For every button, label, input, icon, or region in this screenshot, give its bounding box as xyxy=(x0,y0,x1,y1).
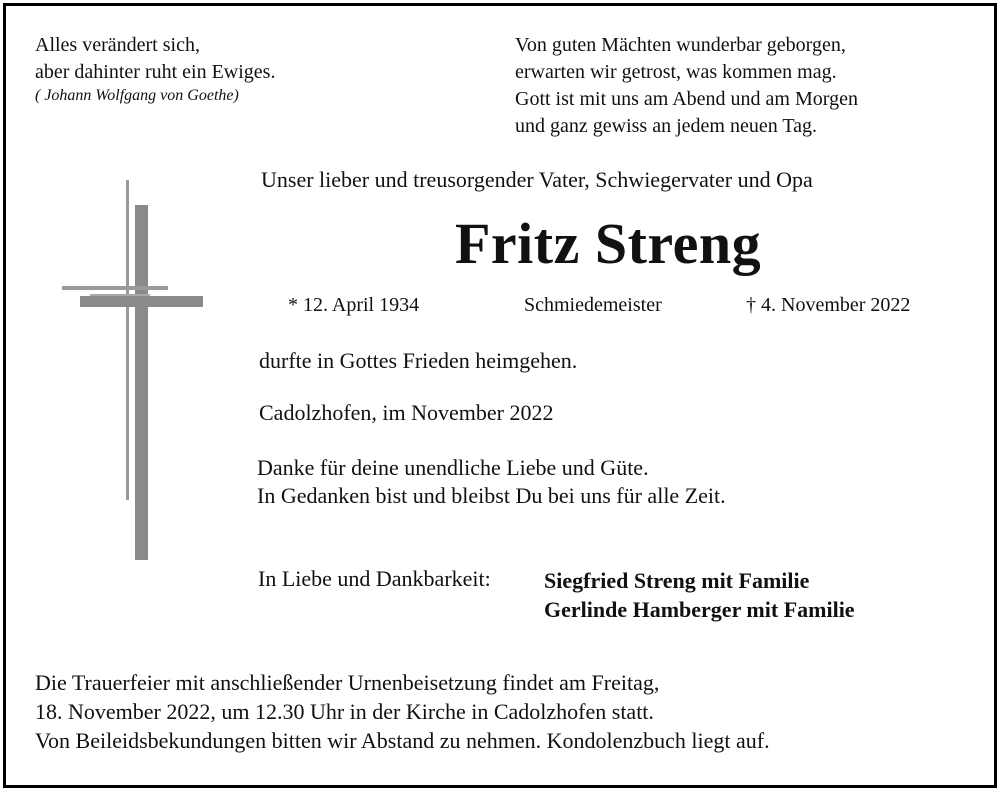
quote-right-line: Von guten Mächten wunderbar geborgen, xyxy=(515,34,846,56)
quote-left xyxy=(35,32,275,106)
quote-right-line: Gott ist mit uns am Abend und am Morgen xyxy=(515,88,858,110)
quote-right-line: und ganz gewiss an jedem neuen Tag. xyxy=(515,115,818,137)
funeral-line: Die Trauerfeier mit anschließender Urnenbeisetzung findet am Freitag, xyxy=(35,670,660,695)
thanks-text xyxy=(257,454,726,510)
mourners-names xyxy=(544,566,855,624)
cross-icon xyxy=(60,175,210,565)
quote-right-line: erwarten wir getrost, was kommen mag. xyxy=(515,61,837,83)
quote-right xyxy=(515,32,858,140)
mourners-label: In Liebe und Dankbarkeit: xyxy=(258,566,491,591)
thanks-line: Danke für deine unendliche Liebe und Güte. xyxy=(257,455,649,480)
quote-left-line: Alles verändert sich, xyxy=(35,34,200,56)
birth-date: * 12. April 1934 xyxy=(288,294,420,316)
death-date: † 4. November 2022 xyxy=(746,294,911,316)
thanks-line: In Gedanken bist und bleibst Du bei uns für alle Zeit. xyxy=(257,483,726,508)
quote-source: ( Johann Wolfgang von Goethe) xyxy=(35,87,239,104)
mourner-name: Gerlinde Hamberger mit Familie xyxy=(544,597,855,622)
deceased-name: Fritz Streng xyxy=(455,211,762,276)
funeral-line: Von Beileidsbekundungen bitten wir Abstand zu nehmen. Kondolenzbuch liegt auf. xyxy=(35,728,770,753)
mourner-name: Siegfried Streng mit Familie xyxy=(544,568,810,593)
passed-text: durfte in Gottes Frieden heimgehen. xyxy=(259,348,578,373)
quote-left-line: aber dahinter ruht ein Ewiges. xyxy=(35,61,276,83)
funeral-line: 18. November 2022, um 12.30 Uhr in der Kirche in Cadolzhofen statt. xyxy=(35,699,654,724)
place-date: Cadolzhofen, im November 2022 xyxy=(259,400,554,425)
profession: Schmiedemeister xyxy=(524,294,662,316)
funeral-info xyxy=(35,668,770,755)
intro-text: Unser lieber und treusorgender Vater, Schwiegervater und Opa xyxy=(261,167,813,192)
